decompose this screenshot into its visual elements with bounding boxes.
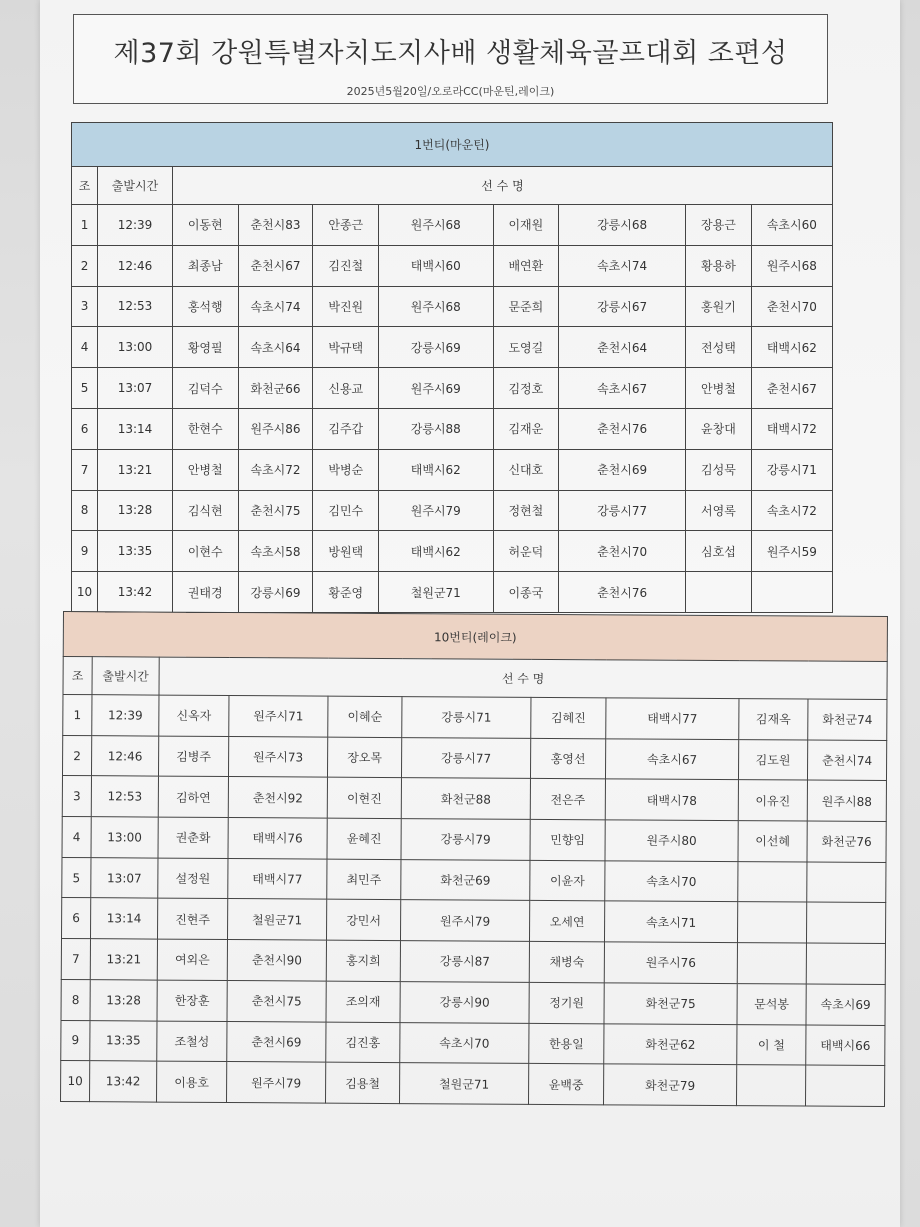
tee-time: 13:35 <box>98 531 173 572</box>
player-name: 문석봉 <box>737 983 806 1024</box>
table-row <box>62 735 886 781</box>
mountain-tee-table <box>71 122 833 613</box>
player-city-handicap: 춘천시69 <box>559 449 686 490</box>
player-name: 문준희 <box>493 286 559 327</box>
player-city-handicap: 원주시68 <box>379 205 494 246</box>
player-city-handicap: 강릉시71 <box>751 449 832 490</box>
player-name <box>736 1065 805 1106</box>
player-name: 장오목 <box>327 737 401 778</box>
player-name: 배연환 <box>493 245 559 286</box>
player-city-handicap: 태백시66 <box>806 1025 885 1066</box>
player-city-handicap: 속초시74 <box>238 286 313 327</box>
player-name: 이재원 <box>493 205 559 246</box>
player-name: 안병철 <box>172 449 238 490</box>
player-name: 권춘화 <box>158 817 228 858</box>
player-name <box>737 943 806 984</box>
player-name: 김재옥 <box>739 699 808 740</box>
player-name: 황준영 <box>313 572 379 613</box>
player-name: 이혜순 <box>328 696 402 737</box>
player-name: 허운덕 <box>493 531 559 572</box>
player-city-handicap: 원주시79 <box>227 1062 326 1103</box>
player-name: 홍석행 <box>172 286 238 327</box>
player-name: 박병순 <box>313 449 379 490</box>
player-city-handicap: 태백시77 <box>606 698 739 739</box>
tee-time: 13:14 <box>90 898 157 939</box>
player-city-handicap <box>806 902 885 943</box>
player-name <box>738 861 807 902</box>
player-name <box>686 572 752 613</box>
player-city-handicap: 속초시58 <box>238 531 313 572</box>
group-number: 1 <box>72 205 98 246</box>
group-number: 9 <box>61 1020 90 1061</box>
tee-time: 13:35 <box>90 1020 157 1061</box>
player-name: 김식현 <box>172 490 238 531</box>
group-number: 6 <box>61 898 90 939</box>
player-city-handicap: 원주시80 <box>605 820 738 861</box>
player-name <box>737 902 806 943</box>
player-name: 최종남 <box>172 245 238 286</box>
player-name: 설정원 <box>158 858 228 899</box>
tee-time: 12:39 <box>98 205 173 246</box>
table-row <box>72 327 833 368</box>
player-name: 서영록 <box>686 490 752 531</box>
table-row <box>72 490 833 531</box>
group-number: 7 <box>61 939 90 980</box>
player-name: 전성택 <box>686 327 752 368</box>
player-name: 이동현 <box>172 205 238 246</box>
player-name: 장용근 <box>686 205 752 246</box>
tee-time: 12:46 <box>98 245 173 286</box>
tee-time: 13:28 <box>98 490 173 531</box>
player-city-handicap: 철원군71 <box>227 899 326 940</box>
column-header-time: 출발시간 <box>98 167 173 205</box>
table-row <box>72 449 833 490</box>
player-city-handicap: 춘천시67 <box>238 245 313 286</box>
player-city-handicap <box>805 1065 884 1106</box>
table-row <box>72 286 833 327</box>
player-name: 김정호 <box>493 368 559 409</box>
player-city-handicap: 강릉시87 <box>400 941 529 982</box>
player-name: 조철성 <box>157 1021 227 1062</box>
tee-section-label: 10번티(레이크) <box>63 612 887 662</box>
player-name: 윤창대 <box>686 408 752 449</box>
player-name: 이용호 <box>157 1061 227 1102</box>
player-name: 채병숙 <box>529 941 604 982</box>
player-city-handicap: 강릉시77 <box>401 737 530 778</box>
player-city-handicap: 화천군66 <box>238 368 313 409</box>
player-city-handicap: 화천군62 <box>604 1023 737 1064</box>
player-name: 신대호 <box>493 449 559 490</box>
player-name: 김용철 <box>325 1062 399 1103</box>
player-city-handicap: 원주시76 <box>604 942 737 983</box>
player-city-handicap: 강릉시88 <box>379 408 494 449</box>
player-city-handicap: 춘천시67 <box>751 368 832 409</box>
table-row <box>72 531 833 572</box>
table-row <box>61 979 885 1025</box>
player-name: 홍지희 <box>326 940 400 981</box>
player-city-handicap: 춘천시64 <box>559 327 686 368</box>
player-name: 황영필 <box>172 327 238 368</box>
column-header-players: 선 수 명 <box>159 657 887 699</box>
player-name: 홍원기 <box>686 286 752 327</box>
player-city-handicap: 원주시71 <box>229 696 328 737</box>
player-city-handicap: 태백시62 <box>379 531 494 572</box>
tee-time: 12:46 <box>91 735 158 776</box>
tee-time: 12:53 <box>91 776 158 817</box>
group-number: 10 <box>61 1061 90 1102</box>
player-city-handicap: 화천군74 <box>808 699 887 740</box>
player-name: 김병주 <box>158 736 228 777</box>
player-city-handicap: 속초시60 <box>751 205 832 246</box>
player-city-handicap: 속초시64 <box>238 327 313 368</box>
tee-time: 12:39 <box>92 695 159 736</box>
player-name: 신옥자 <box>159 695 229 736</box>
player-name: 진현주 <box>157 899 227 940</box>
player-name: 최민주 <box>327 859 401 900</box>
player-city-handicap: 원주시86 <box>238 408 313 449</box>
player-city-handicap: 속초시67 <box>559 368 686 409</box>
player-name: 신용교 <box>313 368 379 409</box>
player-name: 정기원 <box>529 982 604 1023</box>
player-name: 민향임 <box>530 819 605 860</box>
player-city-handicap: 강릉시90 <box>400 981 529 1022</box>
tee-time: 12:53 <box>98 286 173 327</box>
player-city-handicap: 강릉시69 <box>238 572 313 613</box>
player-city-handicap: 속초시67 <box>605 739 738 780</box>
player-city-handicap: 춘천시70 <box>559 531 686 572</box>
player-city-handicap: 태백시60 <box>379 245 494 286</box>
tee-time: 13:00 <box>98 327 173 368</box>
player-name: 황용하 <box>686 245 752 286</box>
player-name: 한장훈 <box>157 980 227 1021</box>
player-city-handicap: 강릉시79 <box>401 819 530 860</box>
player-city-handicap: 속초시74 <box>559 245 686 286</box>
player-city-handicap: 원주시88 <box>807 780 886 821</box>
player-city-handicap: 화천군69 <box>401 859 530 900</box>
page-subtitle: 2025년5월20일/오로라CC(마운틴,레이크) <box>346 85 555 98</box>
player-name: 김혜진 <box>531 697 606 738</box>
player-name: 여외은 <box>157 939 227 980</box>
player-city-handicap: 화천군88 <box>401 778 530 819</box>
player-city-handicap <box>751 572 832 613</box>
table-row <box>63 695 887 741</box>
player-name: 김진철 <box>313 245 379 286</box>
group-number: 3 <box>62 776 91 817</box>
player-name: 박규택 <box>313 327 379 368</box>
tee-time: 13:00 <box>91 817 158 858</box>
player-city-handicap: 속초시72 <box>751 490 832 531</box>
player-name: 이종국 <box>493 572 559 613</box>
tee-section-label: 1번티(마운틴) <box>72 123 833 167</box>
player-city-handicap: 원주시79 <box>400 900 529 941</box>
group-number: 2 <box>62 735 91 776</box>
player-city-handicap: 강릉시69 <box>379 327 494 368</box>
group-number: 4 <box>62 817 91 858</box>
group-number: 7 <box>72 449 98 490</box>
player-name: 윤백중 <box>528 1064 603 1105</box>
player-name: 이현수 <box>172 531 238 572</box>
player-name: 이 철 <box>737 1024 806 1065</box>
tee-time: 13:21 <box>90 939 157 980</box>
tee-time: 13:14 <box>98 408 173 449</box>
table-row <box>61 1020 885 1066</box>
player-name: 권태경 <box>172 572 238 613</box>
player-name: 박진원 <box>313 286 379 327</box>
player-city-handicap <box>806 943 885 984</box>
column-header-players: 선 수 명 <box>172 167 832 205</box>
table-row <box>72 368 833 409</box>
tee-time: 13:42 <box>98 572 173 613</box>
player-city-handicap: 강릉시71 <box>402 697 531 738</box>
table-row <box>62 817 886 863</box>
player-name: 방원택 <box>313 531 379 572</box>
player-city-handicap: 태백시72 <box>751 408 832 449</box>
player-city-handicap: 화천군76 <box>807 821 886 862</box>
player-city-handicap: 춘천시76 <box>559 572 686 613</box>
player-city-handicap: 속초시72 <box>238 449 313 490</box>
table-row <box>72 205 833 246</box>
group-number: 3 <box>72 286 98 327</box>
player-name: 조의재 <box>326 981 400 1022</box>
player-city-handicap: 춘천시74 <box>807 740 886 781</box>
tee-time: 13:07 <box>98 368 173 409</box>
player-city-handicap: 강릉시77 <box>559 490 686 531</box>
player-city-handicap <box>807 862 886 903</box>
player-name: 강민서 <box>326 900 400 941</box>
column-header-time: 출발시간 <box>92 657 159 695</box>
player-name: 이선혜 <box>738 821 807 862</box>
player-city-handicap: 춘천시92 <box>228 777 327 818</box>
player-name: 김재운 <box>493 408 559 449</box>
table-row <box>72 572 833 613</box>
player-name: 안병철 <box>686 368 752 409</box>
player-name: 이현진 <box>327 777 401 818</box>
player-name: 김진홍 <box>326 1022 400 1063</box>
player-city-handicap: 태백시62 <box>751 327 832 368</box>
player-name: 김민수 <box>313 490 379 531</box>
tee-time: 13:42 <box>90 1061 157 1102</box>
group-number: 5 <box>62 857 91 898</box>
player-city-handicap: 원주시73 <box>228 736 327 777</box>
player-city-handicap: 원주시68 <box>751 245 832 286</box>
tee-time: 13:28 <box>90 979 157 1020</box>
column-header-group: 조 <box>63 657 92 695</box>
player-name: 오세연 <box>529 901 604 942</box>
player-city-handicap: 춘천시83 <box>238 205 313 246</box>
player-city-handicap: 화천군75 <box>604 983 737 1024</box>
group-number: 8 <box>72 490 98 531</box>
player-name: 도영길 <box>493 327 559 368</box>
player-name: 김성묵 <box>686 449 752 490</box>
player-city-handicap: 춘천시76 <box>559 408 686 449</box>
player-city-handicap: 속초시70 <box>605 861 738 902</box>
player-city-handicap: 속초시70 <box>400 1022 529 1063</box>
player-name: 한용일 <box>529 1023 604 1064</box>
player-name: 이유진 <box>738 780 807 821</box>
player-name: 김도원 <box>738 739 807 780</box>
player-name: 정현철 <box>493 490 559 531</box>
player-name: 홍영선 <box>530 738 605 779</box>
player-name: 심호섭 <box>686 531 752 572</box>
table-row <box>61 898 885 944</box>
title-box <box>73 14 828 104</box>
player-city-handicap: 춘천시75 <box>227 980 326 1021</box>
player-city-handicap: 강릉시67 <box>559 286 686 327</box>
player-city-handicap: 강릉시68 <box>559 205 686 246</box>
page-title: 제37회 강원특별자치도지사배 생활체육골프대회 조편성 <box>113 38 788 69</box>
column-header-group: 조 <box>72 167 98 205</box>
player-city-handicap: 태백시76 <box>228 818 327 859</box>
player-name: 이윤자 <box>530 860 605 901</box>
player-city-handicap: 춘천시70 <box>751 286 832 327</box>
player-name: 안종근 <box>313 205 379 246</box>
player-city-handicap: 원주시68 <box>379 286 494 327</box>
table-row <box>72 408 833 449</box>
group-number: 1 <box>63 695 92 736</box>
tee-time: 13:21 <box>98 449 173 490</box>
player-city-handicap: 원주시59 <box>751 531 832 572</box>
player-name: 윤혜진 <box>327 818 401 859</box>
group-number: 6 <box>72 408 98 449</box>
player-name: 김덕수 <box>172 368 238 409</box>
player-city-handicap: 속초시69 <box>806 984 885 1025</box>
group-number: 5 <box>72 368 98 409</box>
tee-time: 13:07 <box>91 857 158 898</box>
player-city-handicap: 춘천시69 <box>227 1021 326 1062</box>
group-number: 4 <box>72 327 98 368</box>
table-row <box>62 776 886 822</box>
player-name: 전은주 <box>530 779 605 820</box>
player-city-handicap: 화천군79 <box>603 1064 736 1105</box>
player-city-handicap: 원주시79 <box>379 490 494 531</box>
lake-tee-table <box>60 611 888 1107</box>
table-row <box>72 245 833 286</box>
player-city-handicap: 태백시77 <box>228 858 327 899</box>
player-city-handicap: 원주시69 <box>379 368 494 409</box>
player-city-handicap: 춘천시90 <box>227 940 326 981</box>
player-name: 김주갑 <box>313 408 379 449</box>
player-city-handicap: 속초시71 <box>604 901 737 942</box>
player-city-handicap: 춘천시75 <box>238 490 313 531</box>
group-number: 9 <box>72 531 98 572</box>
table-row <box>61 1061 885 1107</box>
player-city-handicap: 태백시62 <box>379 449 494 490</box>
table-row <box>62 857 886 903</box>
player-city-handicap: 철원군71 <box>399 1063 528 1104</box>
player-name: 한현수 <box>172 408 238 449</box>
player-city-handicap: 철원군71 <box>379 572 494 613</box>
group-number: 2 <box>72 245 98 286</box>
group-number: 10 <box>72 572 98 613</box>
player-name: 김하연 <box>158 776 228 817</box>
player-city-handicap: 태백시78 <box>605 779 738 820</box>
group-number: 8 <box>61 979 90 1020</box>
table-row <box>61 939 885 985</box>
